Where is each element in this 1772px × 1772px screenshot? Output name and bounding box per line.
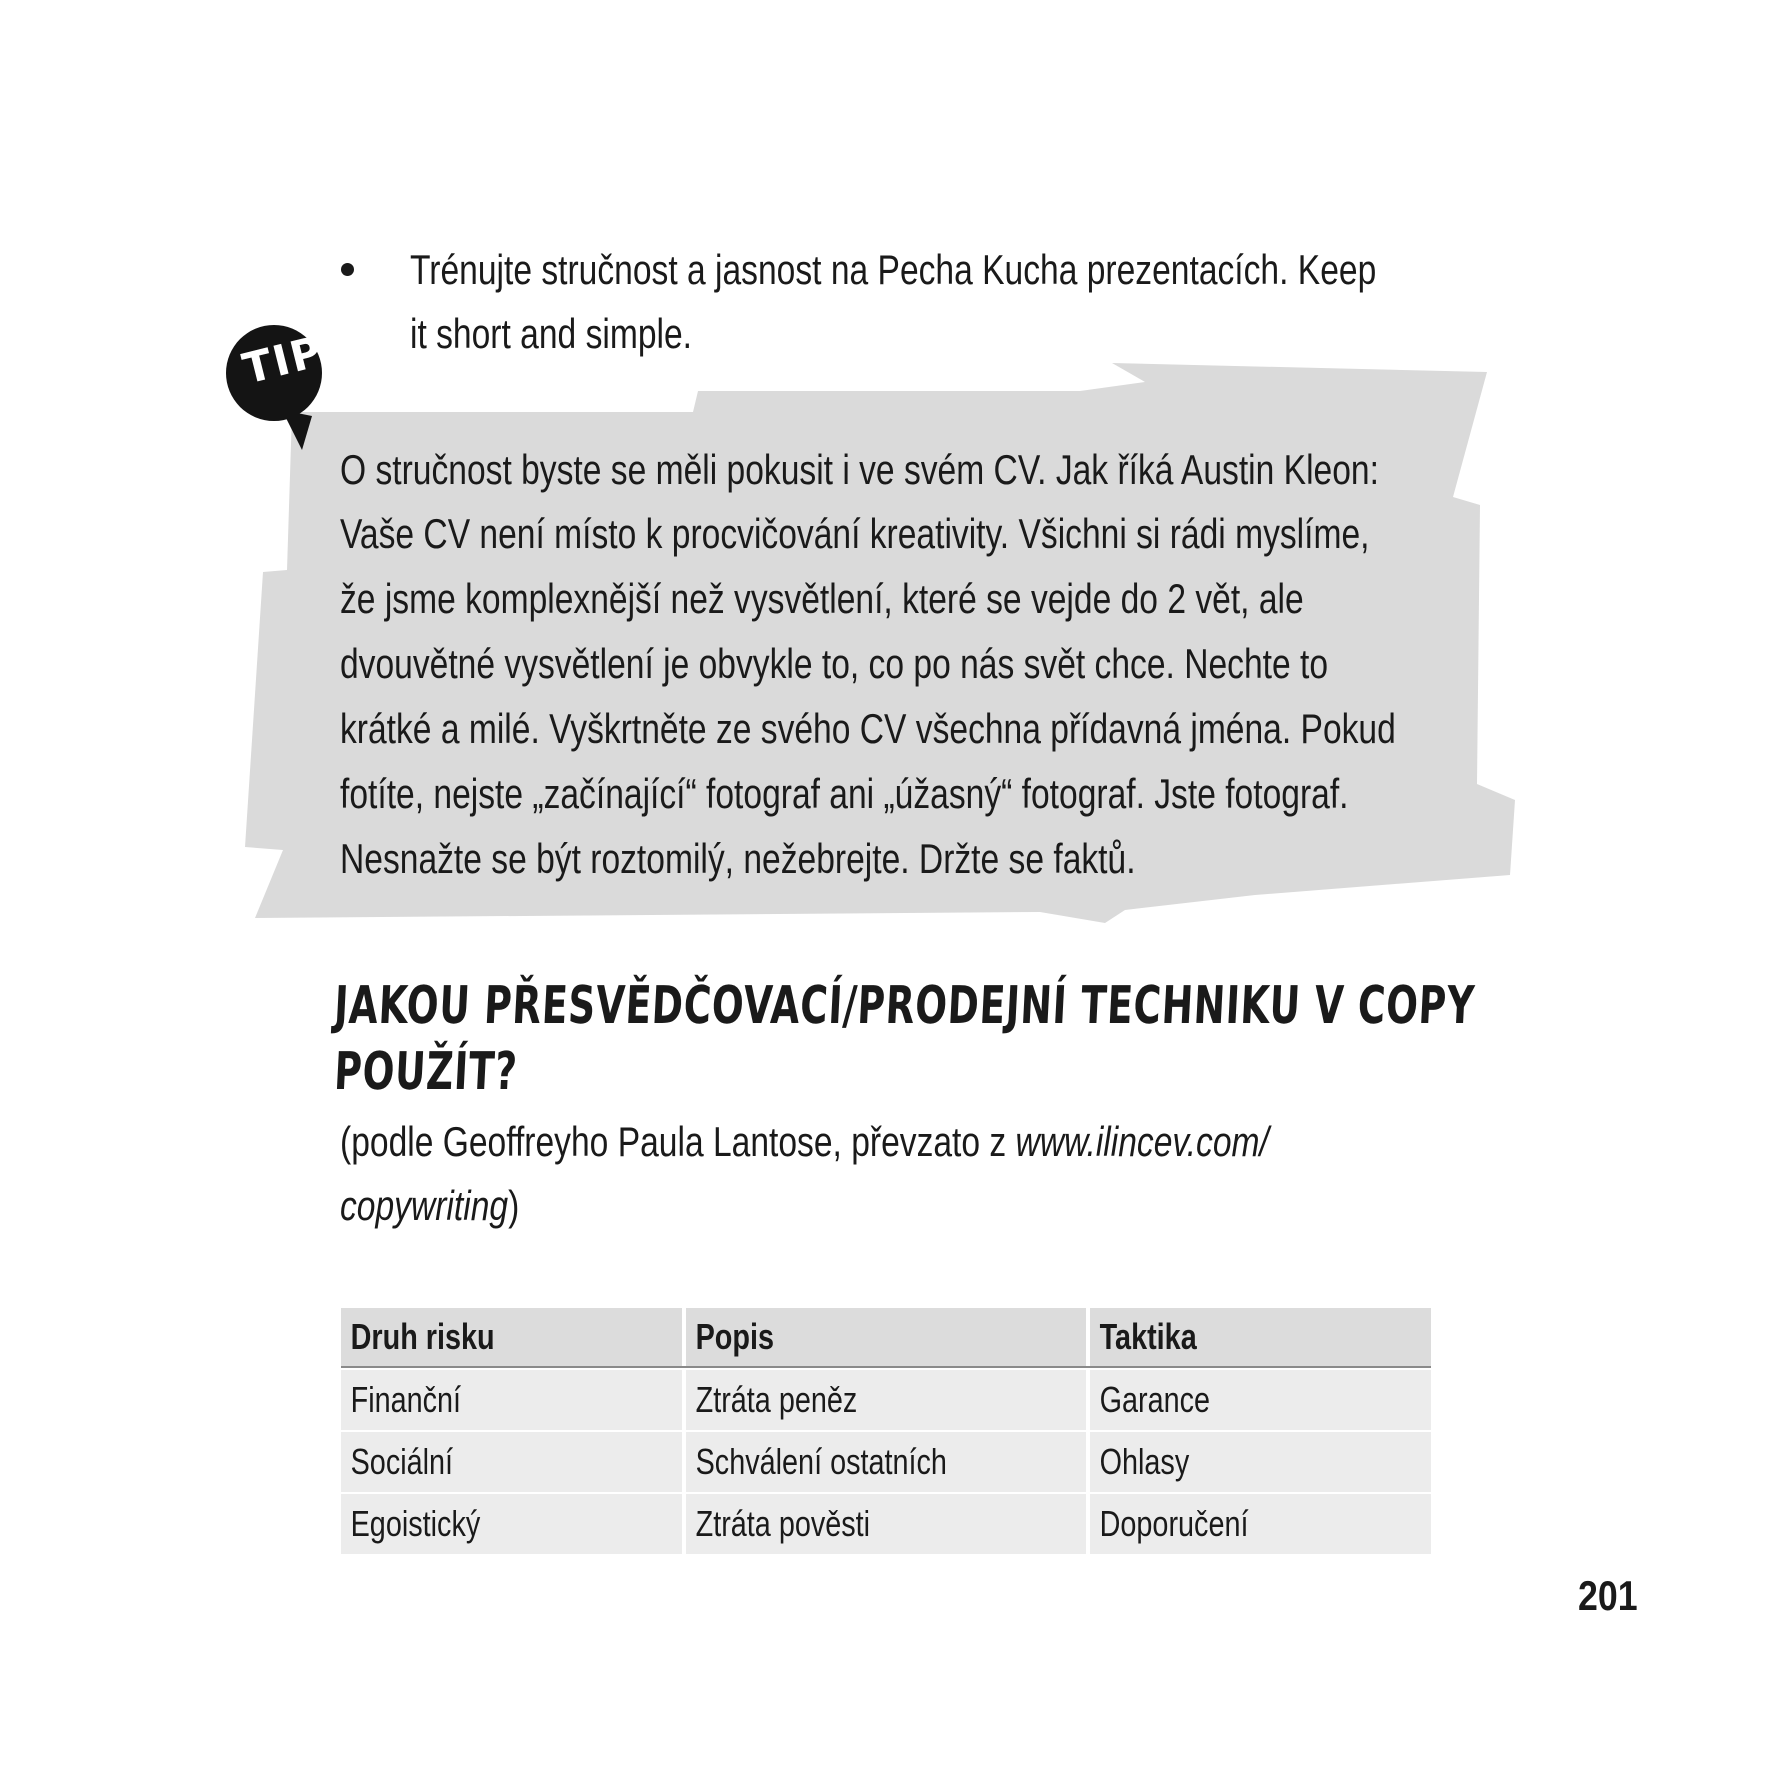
- table-cell: Finanční: [341, 1370, 682, 1430]
- source-prefix: (podle Geoffreyho Paula Lantose, převzato z: [340, 1118, 1016, 1165]
- table-cell: Ztráta pověsti: [686, 1494, 1086, 1554]
- tip-text-line-4: dvouvětné vysvětlení je obvykle to, co po nás svět chce. Nechte to: [340, 640, 1329, 687]
- table-cell: Garance: [1090, 1370, 1431, 1430]
- table-row: [341, 1432, 1431, 1492]
- tip-text-line-2: Vaše CV není místo k procvičování kreativity. Všichni si rádi myslíme,: [340, 510, 1370, 557]
- source-line-2: [340, 1174, 519, 1238]
- table-cell: Schválení ostatních: [686, 1432, 1086, 1492]
- page-number: 201: [1578, 1572, 1638, 1619]
- section-heading-line-2: POUŽÍT?: [332, 1042, 519, 1102]
- table-row: [341, 1370, 1431, 1430]
- source-url-part-2[interactable]: copywriting: [340, 1182, 509, 1229]
- bullet-text-line-1: Trénujte stručnost a jasnost na Pecha Kucha prezentacích. Keep: [410, 246, 1377, 293]
- tip-badge-label: TIP: [238, 326, 329, 394]
- table-cell: Egoistický: [341, 1494, 682, 1554]
- tip-text-line-3: že jsme komplexnější než vysvětlení, které se vejde do 2 vět, ale: [340, 575, 1304, 622]
- table-cell: Ztráta peněz: [686, 1370, 1086, 1430]
- tip-text-line-1: O stručnost byste se měli pokusit i ve svém CV. Jak říká Austin Kleon:: [340, 446, 1379, 493]
- table-cell: Ohlasy: [1090, 1432, 1431, 1492]
- tip-text-line-7: Nesnažte se být roztomilý, nežebrejte. Držte se faktů.: [340, 835, 1136, 882]
- bullet-text-line-2: it short and simple.: [410, 310, 692, 357]
- table-header-row: [341, 1308, 1431, 1368]
- table-cell: Sociální: [341, 1432, 682, 1492]
- source-line-1: [340, 1110, 1269, 1174]
- section-heading-line-1: JAKOU PŘESVĚDČOVACÍ/PRODEJNÍ TECHNIKU V COPY: [332, 976, 1477, 1036]
- tip-text-line-5: krátké a milé. Vyškrtněte ze svého CV všechna přídavná jména. Pokud: [340, 705, 1396, 752]
- table-row: [341, 1494, 1431, 1554]
- source-suffix: ): [508, 1182, 520, 1229]
- table-cell: Doporučení: [1090, 1494, 1431, 1554]
- source-url-part-1[interactable]: www.ilincev.com/: [1015, 1118, 1269, 1165]
- tip-text-line-6: fotíte, nejste „začínající“ fotograf ani „úžasný“ fotograf. Jste fotograf.: [340, 770, 1349, 817]
- table-header-cell: Taktika: [1090, 1308, 1431, 1366]
- table-header-cell: Popis: [686, 1308, 1086, 1366]
- table-header-cell: Druh risku: [341, 1308, 682, 1366]
- risk-table: [341, 1308, 1431, 1554]
